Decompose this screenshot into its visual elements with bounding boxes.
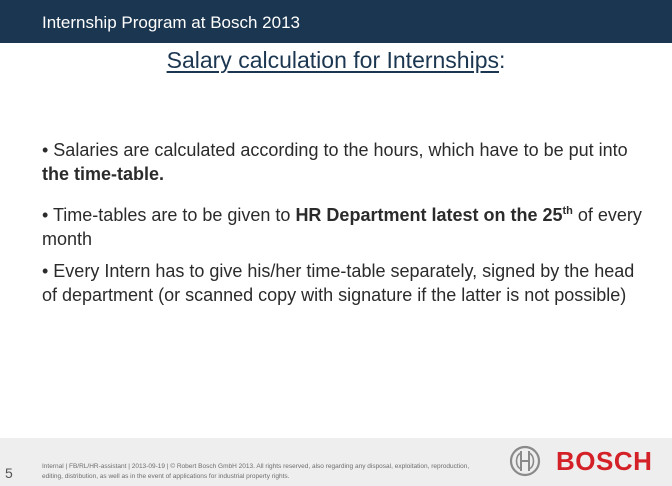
footer-legal-text: Internal | FB/RL/HR-assistant | 2013-09-19 | © Robert Bosch GmbH 2013. All rights reserved, also regarding any disposal, exploitation, reproduction, editing, distribution, as well as in the event of applications for industrial property rights. — [42, 463, 470, 480]
bullet-3-text: • Every Intern has to give his/her time-table separately, signed by the head of department (or scanned copy with signature if the latter is not possible) — [42, 261, 635, 305]
slide-title — [0, 47, 672, 74]
bullet-item-1 — [42, 139, 642, 186]
bullet-1-bold: the time-table. — [42, 163, 165, 184]
slide-title-colon: : — [499, 47, 506, 73]
bullet-1-text: • Salaries are calculated according to the hours, which have to be put into — [42, 140, 628, 160]
bullet-2-suffix: of every month — [42, 205, 642, 249]
bullet-2-bold: HR Department latest on the 25 — [295, 205, 563, 225]
bullet-item-2 — [42, 200, 642, 251]
bullet-2-superscript: th — [562, 205, 573, 217]
bosch-logo-text: BOSCH — [556, 446, 653, 476]
bullet-item-3 — [42, 260, 642, 307]
header-bar — [0, 0, 672, 43]
page-number: 5 — [5, 465, 13, 481]
bullet-2-text: • Time-tables are to be given to — [42, 205, 296, 225]
header-title: Internship Program at Bosch 2013 — [42, 13, 300, 32]
bosch-armature-icon — [509, 445, 541, 477]
slide-title-text: Salary calculation for Internships — [166, 47, 499, 73]
